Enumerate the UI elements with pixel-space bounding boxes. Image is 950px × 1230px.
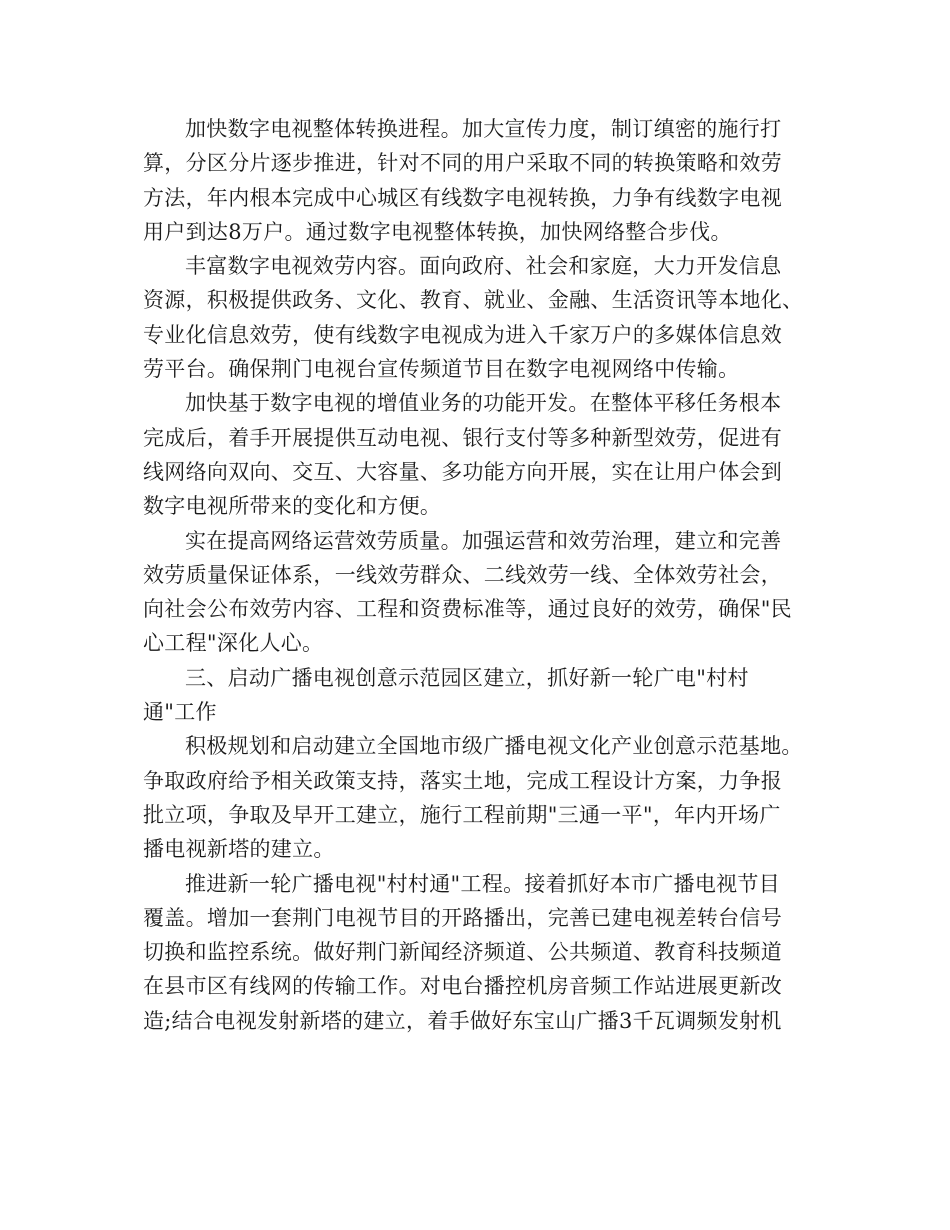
paragraph-creative-park <box>143 729 833 866</box>
text-line: 完成后，着手开展提供互动电视、银行支付等多种新型效劳，促进有 <box>143 425 782 450</box>
section-heading-line: 三、启动广播电视创意示范园区建立，抓好新一轮广电"村村 <box>185 665 749 690</box>
paragraph-village-coverage <box>143 867 833 1038</box>
text-line: 专业化信息效劳，使有线数字电视成为进入千家万户的多媒体信息效 <box>143 322 782 347</box>
text-line: 覆盖。增加一套荆门电视节目的开路播出，完善已建电视差转台信号 <box>143 905 782 930</box>
text-line: 劳平台。确保荆门电视台宣传频道节目在数字电视网络中传输。 <box>143 357 740 382</box>
text-line: 加快基于数字电视的增值业务的功能开发。在整体平移任务根本 <box>185 391 782 416</box>
text-line: 批立项，争取及早开工建立，施行工程前期"三通一平"，年内开场广 <box>143 802 781 827</box>
text-line: 线网络向双向、交互、大容量、多功能方向开展，实在让用户体会到 <box>143 459 782 484</box>
paragraph-service-quality <box>143 524 833 661</box>
text-line: 造;结合电视发射新塔的建立，着手做好东宝山广播3千瓦调频发射机 <box>143 1008 782 1033</box>
text-line: 在县市区有线网的传输工作。对电台播控机房音频工作站进展更新改 <box>143 974 782 999</box>
text-line: 数字电视所带来的变化和方便。 <box>143 494 442 519</box>
section-heading-3 <box>143 661 833 730</box>
paragraph-digital-tv-content <box>143 249 833 386</box>
text-line: 切换和监控系统。做好荆门新闻经济频道、公共频道、教育科技频道 <box>143 940 782 965</box>
paragraph-value-added-services <box>143 386 833 523</box>
document-body <box>143 112 833 1038</box>
text-line: 丰富数字电视效劳内容。面向政府、社会和家庭，大力开发信息 <box>185 254 782 279</box>
paragraph-digital-tv-conversion <box>143 112 833 249</box>
text-line: 积极规划和启动建立全国地市级广播电视文化产业创意示范基地。 <box>185 734 803 759</box>
text-line: 方法，年内根本完成中心城区有线数字电视转换，力争有线数字电视 <box>143 185 782 210</box>
text-line: 加快数字电视整体转换进程。加大宣传力度，制订缜密的施行打 <box>185 117 782 141</box>
text-line: 效劳质量保证体系，一线效劳群众、二线效劳一线、全体效劳社会， <box>143 562 782 587</box>
text-line: 用户到达8万户。通过数字电视整体转换，加快网络整合步伐。 <box>143 219 732 244</box>
text-line: 播电视新塔的建立。 <box>143 837 335 862</box>
text-line: 算，分区分片逐步推进，针对不同的用户采取不同的转换策略和效劳 <box>143 151 782 176</box>
text-line: 心工程"深化人心。 <box>143 631 324 656</box>
text-line: 资源，积极提供政务、文化、教育、就业、金融、生活资讯等本地化、 <box>143 288 804 313</box>
text-line: 实在提高网络运营效劳质量。加强运营和效劳治理，建立和完善 <box>185 528 782 553</box>
text-line: 争取政府给予相关政策支持，落实土地，完成工程设计方案，力争报 <box>143 768 782 793</box>
section-heading-line: 通"工作 <box>143 700 217 725</box>
text-line: 推进新一轮广播电视"村村通"工程。接着抓好本市广播电视节目 <box>185 871 781 896</box>
text-line: 向社会公布效劳内容、工程和资费标准等，通过良好的效劳，确保"民 <box>143 597 792 622</box>
